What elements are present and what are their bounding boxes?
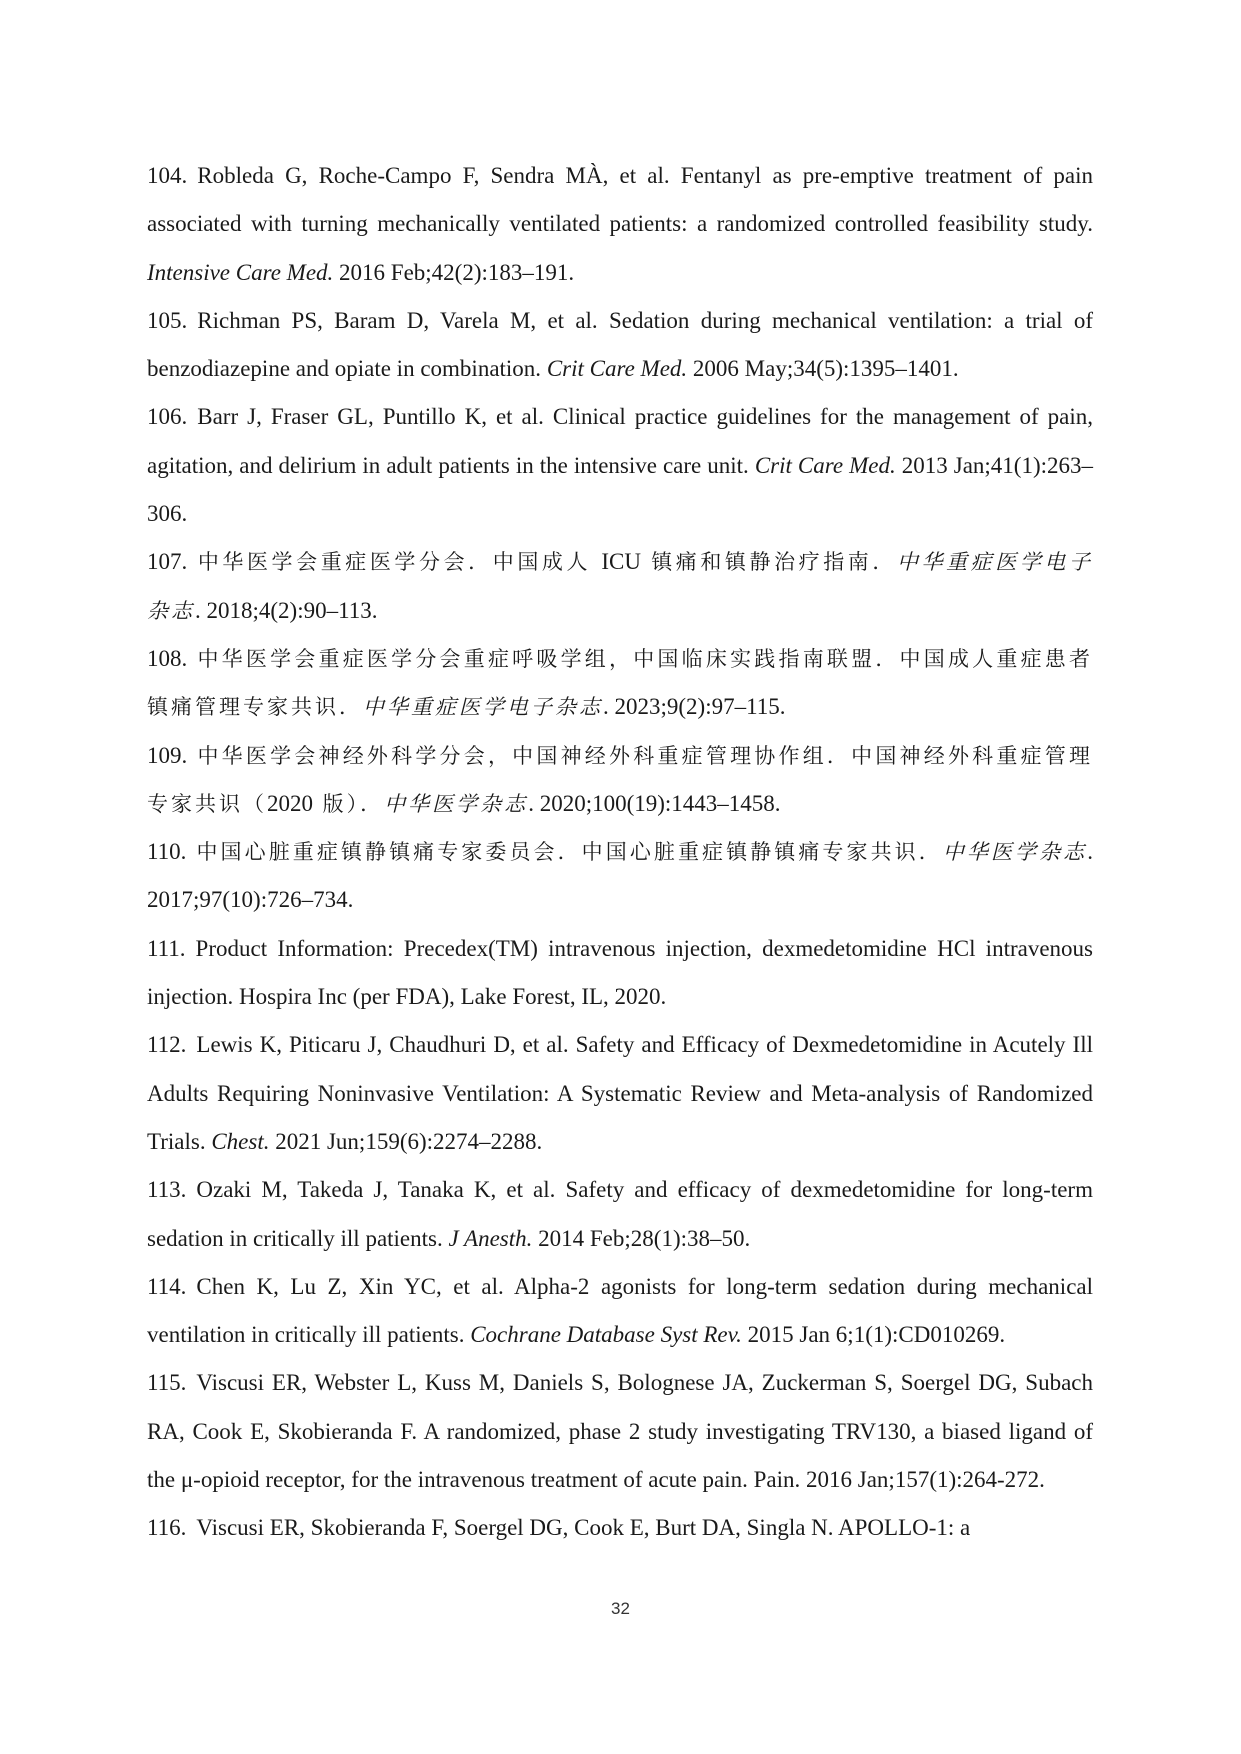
reference-number: 110. <box>147 839 187 865</box>
reference-item <box>147 732 1093 829</box>
reference-number: 105. <box>147 307 188 333</box>
reference-text: Robleda G, Roche-Campo F, Sendra MÀ, et al. Fentanyl as pre-emptive treatment of pain associated with turning mechanically ventilated patients: a randomized controlled feasibility study. <box>147 163 1093 237</box>
reference-number: 112. <box>147 1032 187 1058</box>
reference-text: 中华医学会重症医学分会重症呼吸学组，中国临床实践指南联盟．中国成人重症患者镇痛管理专家共识． <box>147 646 1093 720</box>
reference-text: 2015 Jan 6;1(1):CD010269. <box>741 1322 1006 1348</box>
journal-title: J Anesth. <box>448 1225 533 1251</box>
reference-text: Richman PS, Baram D, Varela M, et al. Sedation during mechanical ventilation: a trial of benzodiazepine and opiate in combination. <box>147 307 1093 382</box>
reference-text: . 2023;9(2):97–115. <box>603 694 786 720</box>
reference-item <box>147 1021 1093 1166</box>
reference-text: 版）． <box>313 791 385 816</box>
reference-item <box>147 538 1093 635</box>
reference-number: 114. <box>147 1273 187 1299</box>
journal-title: Cochrane Database Syst Rev. <box>470 1322 742 1348</box>
reference-item <box>147 1263 1093 1360</box>
reference-text: 2013 Jan;41(1):263–306. <box>147 452 1093 527</box>
reference-number: 115. <box>147 1370 187 1396</box>
reference-item <box>147 1359 1093 1504</box>
reference-text: . 2018;4(2):90–113. <box>195 597 378 623</box>
reference-text: . 2017;97(10):726–734. <box>147 839 1094 913</box>
reference-text: 中华医学会神经外科学分会，中国神经外科重症管理协作组．中国神经外科重症管理专家共识（ <box>147 743 1093 816</box>
reference-number: 108. <box>147 645 188 671</box>
reference-number: 106. <box>147 404 188 430</box>
journal-title: Crit Care Med. <box>754 452 896 478</box>
journal-title: 中华重症医学电子杂志 <box>147 550 1093 623</box>
reference-text: Lewis K, Piticaru J, Chaudhuri D, et al. Safety and Efficacy of Dexmedetomidine in Acutely Ill Adults Requiring Noninvasive Ventilation: A Systematic Review and Meta-analysis of Randomized Trials. <box>147 1032 1093 1154</box>
reference-text: 中华医学会重症医学分会．中国成人 <box>197 550 602 575</box>
reference-number: 113. <box>147 1177 187 1203</box>
reference-item <box>147 152 1093 297</box>
reference-item <box>147 1166 1093 1263</box>
reference-text: Chen K, Lu Z, Xin YC, et al. Alpha-2 agonists for long-term sedation during mechanical ventilation in critically ill patients. <box>147 1273 1093 1348</box>
journal-title: Intensive Care Med. <box>147 259 334 285</box>
reference-item <box>147 635 1093 732</box>
reference-text: . 2020;100(19):1443–1458. <box>528 790 781 816</box>
reference-text: 2014 Feb;28(1):38–50. <box>532 1225 751 1251</box>
journal-title: Chest. <box>211 1128 270 1154</box>
reference-item <box>147 297 1093 394</box>
reference-item <box>147 393 1093 538</box>
journal-title: 中华医学杂志 <box>942 840 1088 865</box>
reference-item <box>147 1504 1093 1552</box>
reference-text: Ozaki M, Takeda J, Tanaka K, et al. Safety and efficacy of dexmedetomidine for long-term sedation in critically ill patients. <box>147 1177 1093 1251</box>
reference-text: Barr J, Fraser GL, Puntillo K, et al. Clinical practice guidelines for the management of pain, agitation, and delirium in adult patients in the intensive care unit. <box>147 404 1093 478</box>
reference-number: 107. <box>147 549 188 575</box>
journal-title: 中华医学杂志 <box>384 791 529 816</box>
reference-number: 111. <box>147 935 186 961</box>
reference-number: 109. <box>147 742 188 768</box>
reference-number: 116. <box>147 1515 187 1541</box>
journal-title: 中华重症医学电子杂志 <box>363 695 603 720</box>
reference-text: Product Information: Precedex(TM) intravenous injection, dexmedetomidine HCl intravenous injection. Hospira Inc (per FDA), Lake Forest, IL, 2020. <box>147 935 1093 1010</box>
reference-text: Viscusi ER, Webster L, Kuss M, Daniels S, Bolognese JA, Zuckerman S, Soergel DG, Subach RA, Cook E, Skobieranda F. A randomized, phase 2 study investigating TRV130, a biased ligand of the μ-opioid receptor, for the intravenous treatment of acute pain. Pain. 2016 Jan;157(1):264-272. <box>147 1370 1093 1493</box>
reference-text: 2021 Jun;159(6):2274–2288. <box>269 1128 543 1154</box>
reference-list <box>147 152 1093 1553</box>
reference-text: 中国心脏重症镇静镇痛专家委员会．中国心脏重症镇静镇痛专家共识． <box>196 840 943 865</box>
reference-number: 104. <box>147 163 188 188</box>
page-number: 32 <box>611 1599 630 1618</box>
reference-item <box>147 925 1093 1022</box>
reference-item <box>147 828 1093 925</box>
reference-text: 2020 <box>267 790 313 816</box>
reference-text: 2006 May;34(5):1395–1401. <box>687 356 959 382</box>
reference-text: Viscusi ER, Skobieranda F, Soergel DG, Cook E, Burt DA, Singla N. APOLLO-1: a <box>196 1515 971 1541</box>
reference-text: 镇痛和镇静治疗指南． <box>640 550 897 575</box>
reference-text: ICU <box>601 549 641 575</box>
reference-text: 2016 Feb;42(2):183–191. <box>333 259 575 285</box>
journal-title: Crit Care Med. <box>546 356 688 382</box>
